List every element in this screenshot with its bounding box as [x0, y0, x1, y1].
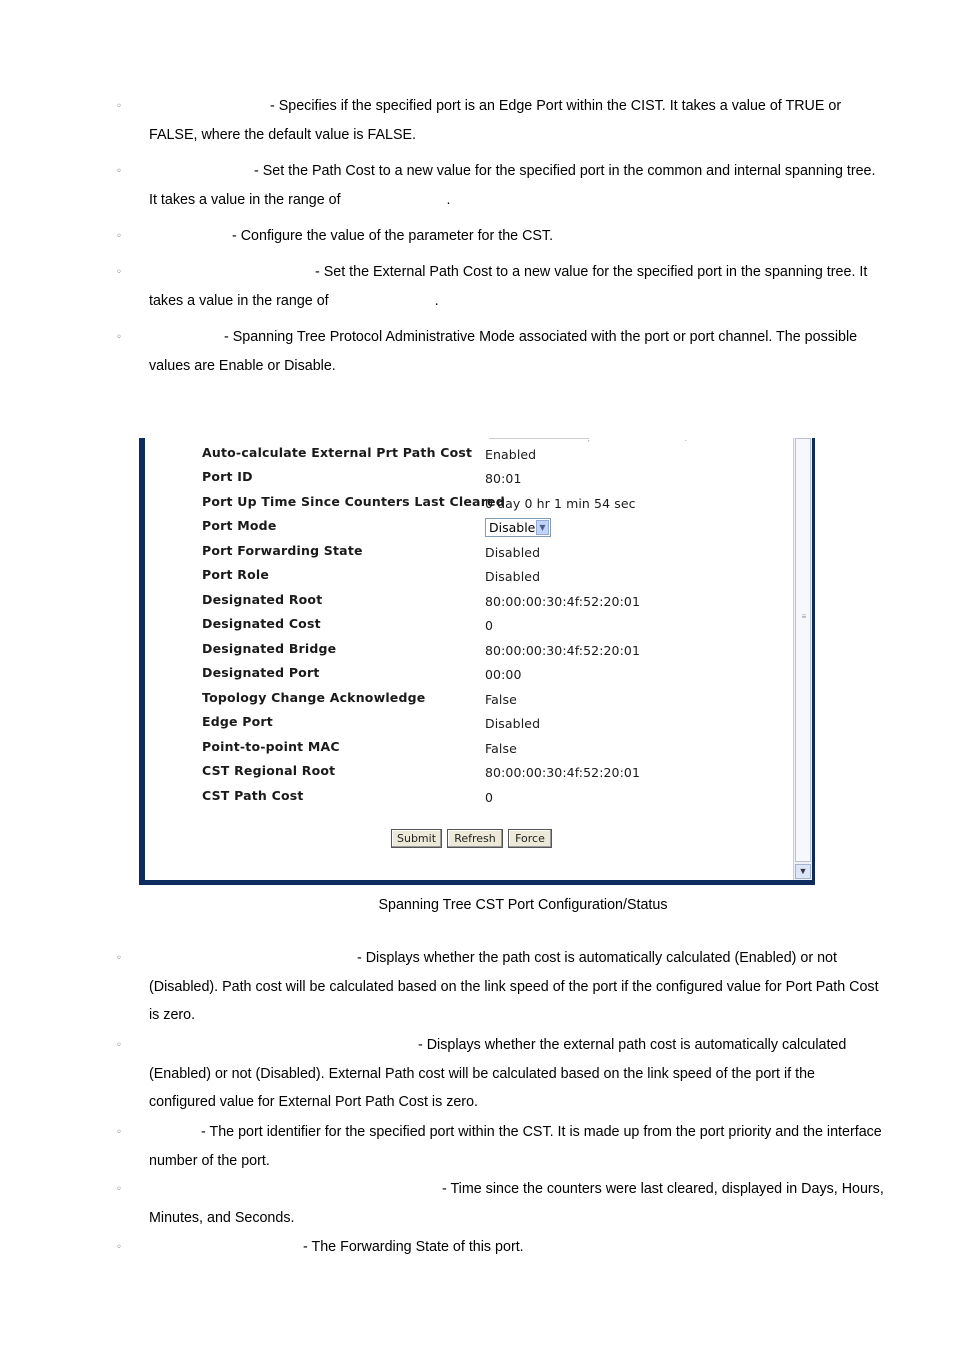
paragraph-auto-path-cost [149, 944, 885, 1030]
select-value: Disable [489, 520, 536, 535]
field-label: Port Mode [202, 518, 277, 533]
field-label: Designated Port [202, 665, 320, 680]
scrollbar-thumb[interactable] [795, 438, 811, 862]
field-value: 80:00:00:30:4f:52:20:01 [485, 594, 641, 609]
paragraph-text: Minutes, and Seconds. [149, 1209, 295, 1226]
paragraph-text: - Displays whether the path cost is automatically calculated (Enabled) or not [357, 950, 837, 966]
clipped-edge [489, 438, 589, 441]
clipped-mark: , [588, 437, 590, 443]
field-value: 80:00:00:30:4f:52:20:01 [485, 765, 641, 780]
paragraph-port-id [149, 1118, 885, 1175]
paragraph-text: . [446, 191, 451, 208]
refresh-button[interactable]: Refresh [447, 829, 503, 848]
paragraph-text: - The Forwarding State of this port. [303, 1239, 524, 1255]
paragraph-text: is zero. [149, 1007, 196, 1023]
paragraph-forwarding-state [149, 1233, 885, 1262]
paragraph-text: - Specifies if the specified port is an Edge Port within the CIST. It takes a value of TRUE or [270, 98, 842, 114]
paragraph-text: - Set the External Path Cost to a new value for the specified port in the spanning tree. It [315, 264, 868, 280]
field-value: 0 [485, 618, 494, 633]
bullet-marker: ◦ [116, 231, 122, 242]
paragraph-text: values are Enable or Disable. [149, 357, 336, 374]
vertical-scrollbar[interactable] [793, 438, 812, 880]
field-value: False [485, 741, 517, 756]
paragraph-text: - Time since the counters were last cleared, displayed in Days, Hours, [442, 1181, 884, 1197]
paragraph-text: configured value for External Port Path Cost is zero. [149, 1094, 478, 1110]
field-value: 0 [485, 790, 494, 805]
field-value: Disabled [485, 545, 541, 560]
field-value: Disabled [485, 716, 541, 731]
field-value: False [485, 692, 517, 707]
paragraph-text: (Disabled). Path cost will be calculated based on the link speed of the port if the configured value for Port Path Cost [149, 978, 879, 995]
bullet-marker: ◦ [116, 166, 122, 177]
figure-caption [0, 897, 954, 913]
force-button[interactable]: Force [508, 829, 552, 848]
bullet-marker: ◦ [116, 267, 122, 278]
paragraph-text: - Set the Path Cost to a new value for the specified port in the common and internal spanning tree. [254, 163, 876, 179]
field-label: CST Path Cost [202, 788, 304, 803]
submit-button[interactable]: Submit [391, 829, 442, 848]
field-label: Designated Cost [202, 616, 321, 631]
paragraph-cst-config [149, 222, 885, 251]
paragraph-text: - The port identifier for the specified port within the CST. It is made up from the port priority and the interface [201, 1124, 882, 1140]
paragraph-text: number of the port. [149, 1152, 270, 1169]
paragraph-text: (Enabled) or not (Disabled). External Path cost will be calculated based on the link speed of the port if the [149, 1065, 815, 1082]
paragraph-text: takes a value in the range of [149, 292, 329, 309]
scroll-down-icon[interactable]: ▼ [795, 864, 811, 879]
field-label: Port ID [202, 469, 253, 484]
paragraph-text: - Spanning Tree Protocol Administrative Mode associated with the port or port channel. The possible [224, 329, 858, 345]
field-label: Designated Bridge [202, 641, 337, 656]
field-label: Port Up Time Since Counters Last Cleared [202, 494, 505, 509]
field-value: 80:00:00:30:4f:52:20:01 [485, 643, 641, 658]
bullet-marker: ◦ [116, 1184, 122, 1195]
field-label: Auto-calculate External Prt Path Cost [202, 445, 473, 460]
form-area [145, 438, 794, 880]
paragraph-auto-external-cost [149, 1031, 885, 1117]
paragraph-text: . [434, 292, 439, 309]
bullet-marker: ◦ [116, 953, 122, 964]
paragraph-edge-port [149, 92, 885, 149]
clipped-mark: . [685, 437, 687, 443]
bullet-marker: ◦ [116, 1127, 122, 1138]
paragraph-path-cost [149, 157, 885, 214]
port-mode-select[interactable] [485, 518, 551, 537]
caption-text: Spanning Tree CST Port Configuration/Status [378, 897, 668, 913]
paragraph-stp-mode [149, 323, 885, 380]
field-label: Point-to-point MAC [202, 739, 340, 754]
field-label: Port Forwarding State [202, 543, 363, 558]
paragraph-text: - Configure the value of the parameter for the CST. [232, 228, 554, 244]
field-label: Port Role [202, 567, 270, 582]
field-label: Designated Root [202, 592, 323, 607]
bullet-marker: ◦ [116, 101, 122, 112]
field-label: CST Regional Root [202, 763, 336, 778]
chevron-down-icon[interactable]: ▼ [536, 520, 549, 535]
paragraph-external-path-cost [149, 258, 885, 315]
bullet-marker: ◦ [116, 1040, 122, 1051]
paragraph-text: It takes a value in the range of [149, 191, 341, 208]
field-value: 00:00 [485, 667, 522, 682]
bullet-marker: ◦ [116, 1242, 122, 1253]
field-label: Edge Port [202, 714, 273, 729]
field-value: Disabled [485, 569, 541, 584]
bullet-marker: ◦ [116, 332, 122, 343]
field-value: 0 day 0 hr 1 min 54 sec [485, 496, 636, 511]
field-value: Enabled [485, 447, 537, 462]
field-label: Topology Change Acknowledge [202, 690, 426, 705]
paragraph-uptime [149, 1175, 885, 1232]
paragraph-text: - Displays whether the external path cost is automatically calculated [418, 1037, 847, 1053]
field-value: 80:01 [485, 471, 522, 486]
cst-port-config-screenshot [139, 438, 815, 885]
paragraph-text: FALSE, where the default value is FALSE. [149, 126, 417, 143]
grip-icon: ≡ [801, 612, 807, 621]
